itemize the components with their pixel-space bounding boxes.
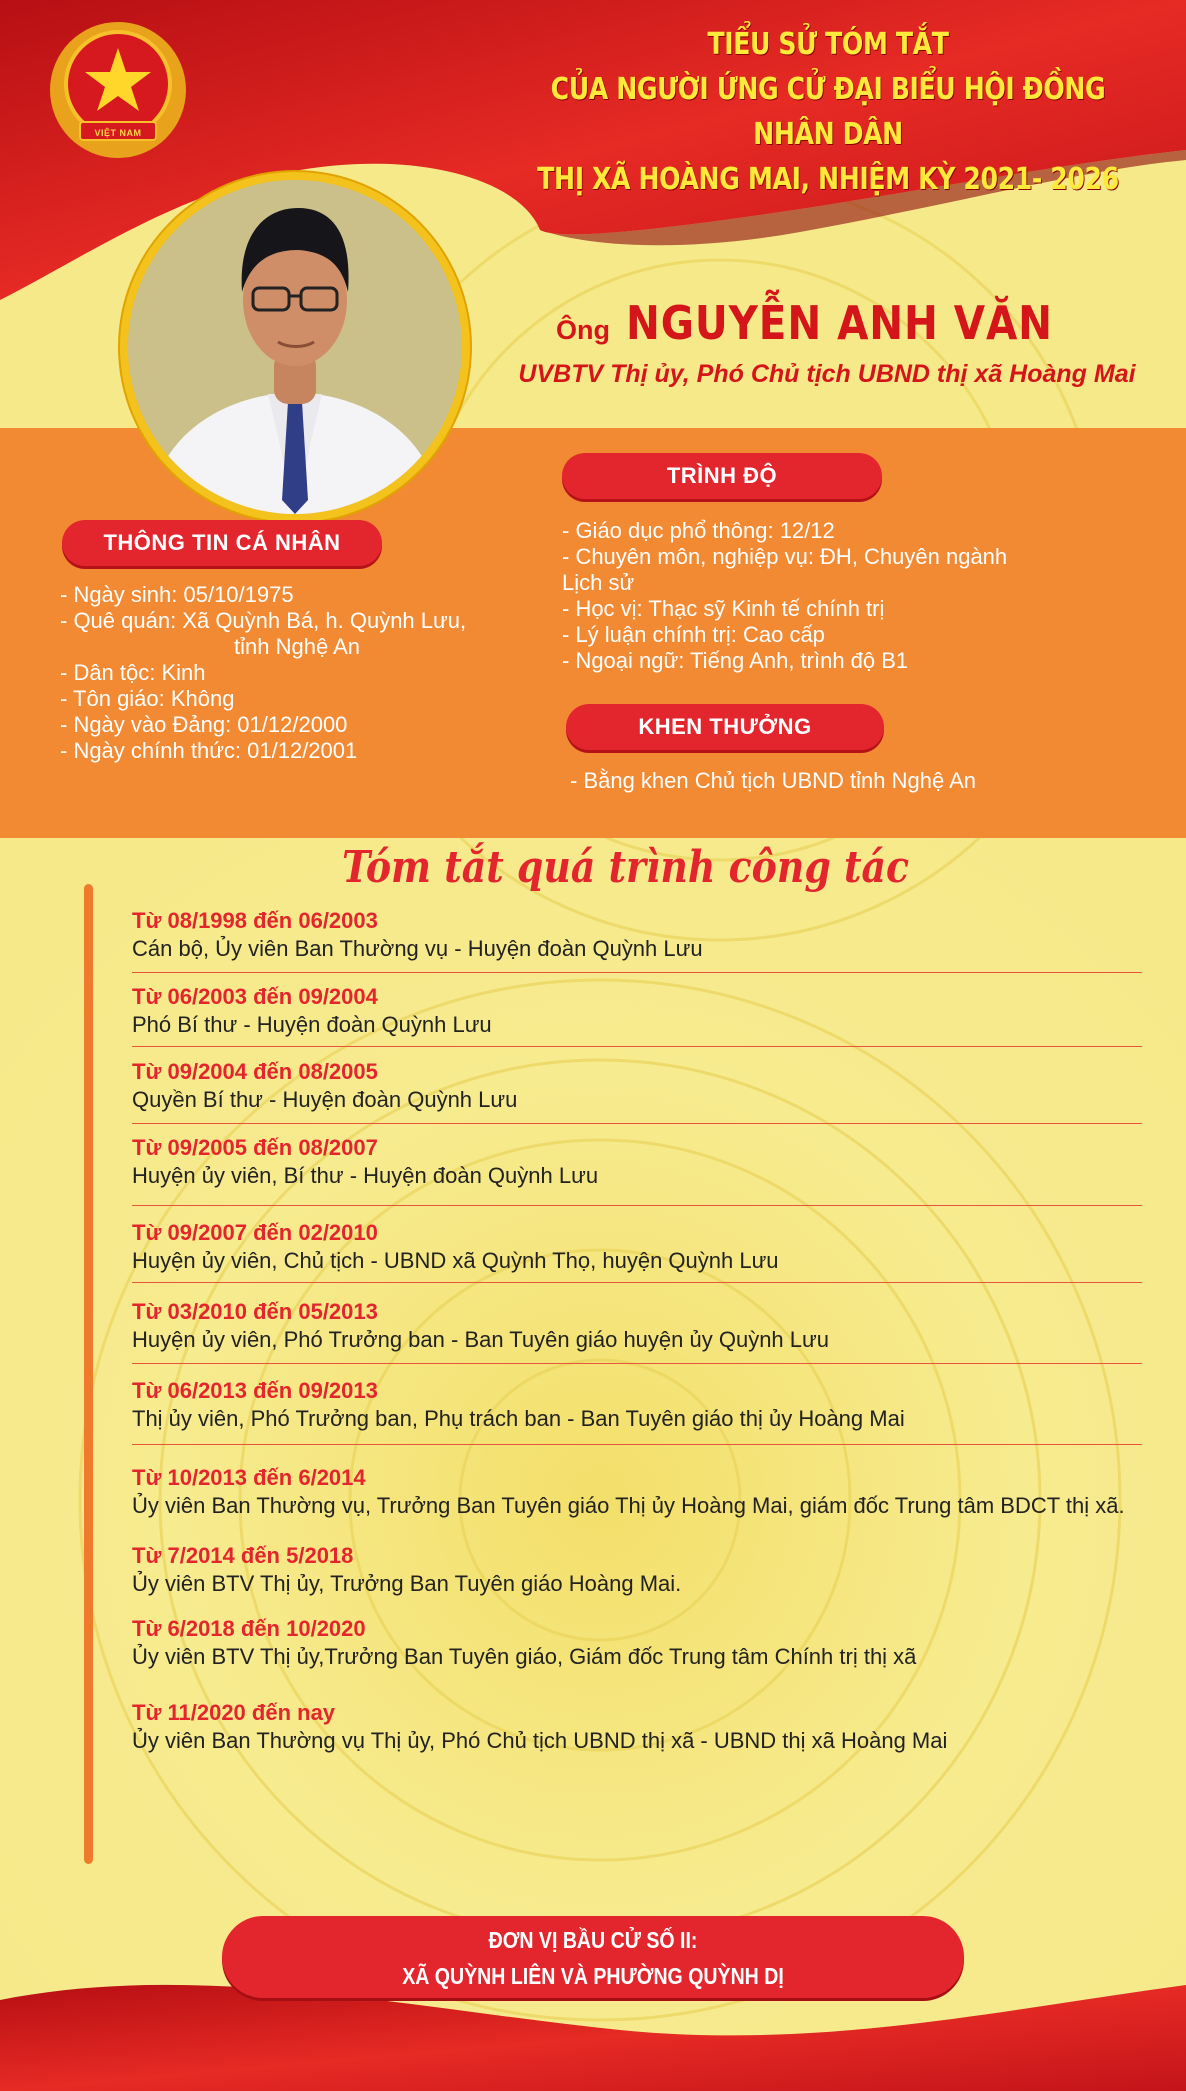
career-entry xyxy=(132,984,1142,1047)
career-entry xyxy=(132,1378,1142,1445)
career-period: Từ 7/2014 đến 5/2018 xyxy=(132,1543,354,1568)
career-entry xyxy=(132,1220,1142,1283)
career-entry xyxy=(132,1299,1142,1364)
career-period: Từ 6/2018 đến 10/2020 xyxy=(132,1616,366,1641)
career-role: Quyền Bí thư - Huyện đoàn Quỳnh Lưu xyxy=(132,1087,518,1112)
education-item: - Lý luận chính trị: Cao cấp xyxy=(562,622,825,647)
awards-heading: KHEN THƯỞNG xyxy=(566,704,884,750)
personal-info-item: tỉnh Nghệ An xyxy=(234,634,360,659)
personal-info-list xyxy=(60,582,540,764)
career-period: Từ 03/2010 đến 05/2013 xyxy=(132,1299,378,1324)
career-period: Từ 11/2020 đến nay xyxy=(132,1700,336,1725)
title-line-1: TIỂU SỬ TÓM TẮT xyxy=(707,27,949,62)
career-entry xyxy=(132,908,1142,973)
education-list xyxy=(562,518,1122,674)
career-role: Ủy viên BTV Thị ủy,Trưởng Ban Tuyên giáo, Giám đốc Trung tâm Chính trị thị xã xyxy=(132,1644,917,1669)
candidate-name-line xyxy=(556,296,1111,350)
education-item: - Ngoại ngữ: Tiếng Anh, trình độ B1 xyxy=(562,648,909,673)
career-role: Huyện ủy viên, Bí thư - Huyện đoàn Quỳnh Lưu xyxy=(132,1163,599,1188)
personal-info-item: - Quê quán: Xã Quỳnh Bá, h. Quỳnh Lưu, xyxy=(60,608,467,633)
personal-info-item: - Dân tộc: Kinh xyxy=(60,660,206,685)
career-role: Ủy viên Ban Thường vụ, Trưởng Ban Tuyên giáo Thị ủy Hoàng Mai, giám đốc Trung tâm BDCT thị xã. xyxy=(132,1493,1125,1518)
career-period: Từ 09/2007 đến 02/2010 xyxy=(132,1220,378,1245)
career-period: Từ 06/2013 đến 09/2013 xyxy=(132,1378,378,1403)
career-role: Huyện ủy viên, Chủ tịch - UBND xã Quỳnh Thọ, huyện Quỳnh Lưu xyxy=(132,1248,779,1273)
candidate-portrait xyxy=(128,180,462,514)
career-period: Từ 09/2004 đến 08/2005 xyxy=(132,1059,378,1084)
career-entry xyxy=(132,1700,1142,1766)
education-item: - Chuyên môn, nghiệp vụ: ĐH, Chuyên ngành xyxy=(562,544,1008,569)
personal-info-item: - Ngày chính thức: 01/12/2001 xyxy=(60,738,358,763)
career-period: Từ 09/2005 đến 08/2007 xyxy=(132,1135,378,1160)
personal-info-item: - Ngày sinh: 05/10/1975 xyxy=(60,582,294,607)
title-line-3: THỊ XÃ HOÀNG MAI, NHIỆM KỲ 2021- 2026 xyxy=(537,162,1119,197)
awards-list xyxy=(570,768,1130,794)
career-period: Từ 06/2003 đến 09/2004 xyxy=(132,984,378,1009)
bottom-red-ribbon xyxy=(0,1985,1186,2091)
career-role: Phó Bí thư - Huyện đoàn Quỳnh Lưu xyxy=(132,1012,492,1037)
candidate-honorific: Ông xyxy=(556,315,610,345)
personal-info-item: - Tôn giáo: Không xyxy=(60,686,235,711)
career-role: Ủy viên Ban Thường vụ Thị ủy, Phó Chủ tịch UBND thị xã - UBND thị xã Hoàng Mai xyxy=(132,1728,948,1753)
career-role: Thị ủy viên, Phó Trưởng ban, Phụ trách ban - Ban Tuyên giáo thị ủy Hoàng Mai xyxy=(132,1406,905,1431)
education-item: - Học vị: Thạc sỹ Kinh tế chính trị xyxy=(562,596,885,621)
career-entry xyxy=(132,1465,1142,1535)
personal-info-item: - Ngày vào Đảng: 01/12/2000 xyxy=(60,712,348,737)
electoral-unit-area: XÃ QUỲNH LIÊN VÀ PHƯỜNG QUỲNH DỊ xyxy=(402,1963,784,1989)
career-role: Ủy viên BTV Thị ủy, Trưởng Ban Tuyên giáo Hoàng Mai. xyxy=(132,1571,682,1596)
electoral-unit-banner xyxy=(222,1916,964,1998)
career-entry xyxy=(132,1059,1142,1124)
career-role: Huyện ủy viên, Phó Trưởng ban - Ban Tuyên giáo huyện ủy Quỳnh Lưu xyxy=(132,1327,829,1352)
poster-title xyxy=(527,22,1128,202)
award-item: - Bằng khen Chủ tịch UBND tỉnh Nghệ An xyxy=(570,768,977,793)
title-line-2: CỦA NGƯỜI ỨNG CỬ ĐẠI BIỂU HỘI ĐỒNG NHÂN DÂN xyxy=(550,72,1106,152)
education-item: Lịch sử xyxy=(562,570,635,595)
career-entry xyxy=(132,1616,1142,1682)
emblem-caption: VIỆT NAM xyxy=(94,128,142,138)
career-period: Từ 10/2013 đến 6/2014 xyxy=(132,1465,366,1490)
candidate-name: NGUYỄN ANH VĂN xyxy=(626,296,1053,350)
national-emblem-icon xyxy=(46,18,190,162)
career-role: Cán bộ, Ủy viên Ban Thường vụ - Huyện đoàn Quỳnh Lưu xyxy=(132,936,703,961)
education-heading: TRÌNH ĐỘ xyxy=(562,453,882,499)
career-heading: Tóm tắt quá trình công tác xyxy=(342,842,910,893)
personal-info-heading: THÔNG TIN CÁ NHÂN xyxy=(62,520,382,566)
career-period: Từ 08/1998 đến 06/2003 xyxy=(132,908,378,933)
electoral-unit-number: ĐƠN VỊ BẦU CỬ SỐ II: xyxy=(488,1927,698,1953)
timeline-bar xyxy=(84,884,93,1864)
career-entry xyxy=(132,1135,1142,1206)
education-item: - Giáo dục phổ thông: 12/12 xyxy=(562,518,835,543)
candidate-position: UVBTV Thị ủy, Phó Chủ tịch UBND thị xã Hoàng Mai xyxy=(518,360,1136,388)
career-entry xyxy=(132,1543,1142,1609)
